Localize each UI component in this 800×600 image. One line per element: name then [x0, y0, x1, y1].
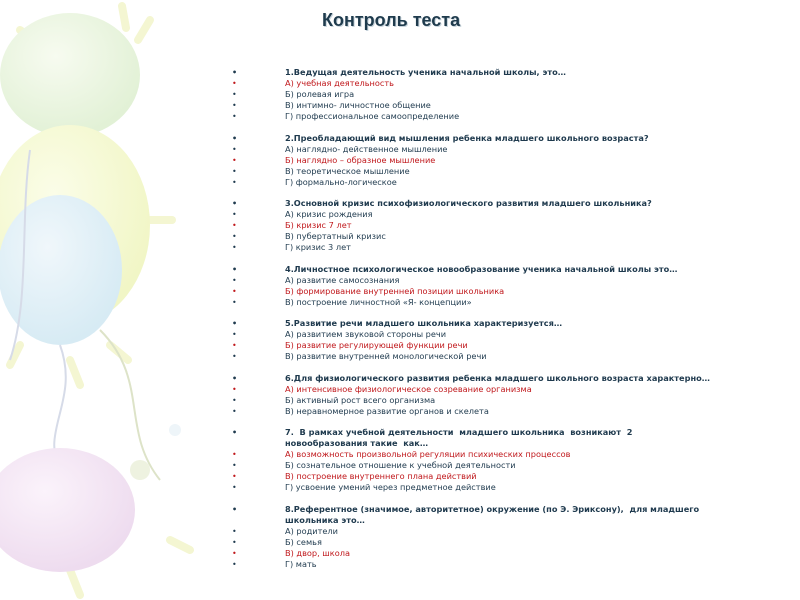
answer-option: • А) возможность произвольной регуляции психических процессов — [232, 449, 571, 459]
bullet-icon: • — [232, 243, 237, 252]
answer-option: • В) теоретическое мышление — [232, 165, 410, 176]
bullet-icon: • — [232, 483, 237, 492]
answer-option: • А) интенсивное физиологическое созревание организма — [232, 383, 532, 394]
bullet-icon: • — [232, 133, 238, 143]
answer-option: • Г) усвоение умений через предметное действие — [232, 482, 496, 492]
answer-option: • Б) развитие регулирующей функции речи — [232, 340, 468, 350]
question-7 — [232, 427, 772, 493]
bullet-icon: • — [232, 232, 237, 241]
answer-option: • Б) наглядно – образное мышление — [232, 154, 436, 165]
answer-option: • Г) мать — [232, 558, 317, 569]
question-8 — [232, 504, 772, 570]
bullet-icon: • — [232, 210, 237, 219]
question-text: • 1.Ведущая деятельность ученика начальной школы, это… — [232, 67, 566, 77]
answer-option: • В) развитие внутренней монологической речи — [232, 351, 487, 361]
answer-option: • В) неравномерное развитие органов и скелета — [232, 405, 489, 416]
answer-option: • В) построение личностной «Я- концепции» — [232, 296, 472, 307]
bullet-icon: • — [232, 319, 238, 328]
bullet-icon: • — [232, 406, 237, 416]
answer-option: • А) развитие самосознания — [232, 274, 400, 285]
bullet-icon: • — [232, 395, 237, 405]
pink-balloon-icon — [0, 448, 135, 572]
question-text: • 6.Для физиологического развития ребенка младшего школьного возраста характерно… — [232, 372, 710, 383]
bullet-icon: • — [232, 275, 237, 285]
question-text: • 8.Референтное (значимое, авторитетное) окружение (по Э. Эриксону), для младшего школьника это… — [232, 503, 700, 525]
answer-option: • В) построение внутреннего плана действий — [232, 471, 477, 481]
answer-option: • А) наглядно- действенное мышление — [232, 143, 448, 154]
bullet-icon: • — [232, 221, 237, 230]
sun-rays-icon — [10, 6, 190, 595]
answer-option: • В) интимно- личностное общение — [232, 100, 431, 110]
bullet-icon: • — [232, 341, 237, 350]
answer-option: • А) учебная деятельность — [232, 78, 395, 88]
bullet-icon: • — [232, 297, 237, 307]
blue-balloon-icon — [0, 195, 122, 345]
bullet-icon: • — [232, 559, 237, 569]
green-balloon-icon — [0, 13, 140, 137]
question-5 — [232, 318, 772, 362]
bullet-icon: • — [232, 112, 237, 121]
bullet-icon: • — [232, 155, 237, 165]
bullet-icon: • — [232, 166, 237, 176]
bullet-icon: • — [232, 286, 237, 296]
bullet-icon: • — [232, 472, 237, 481]
answer-option: • Б) кризис 7 лет — [232, 220, 352, 230]
questions-list — [232, 67, 772, 570]
bullet-icon: • — [232, 199, 238, 208]
answer-option: • Г) формально-логическое — [232, 176, 397, 187]
bullet-icon: • — [232, 548, 237, 558]
answer-option: • В) пубертатный кризис — [232, 231, 386, 241]
bullet-icon: • — [232, 330, 237, 339]
question-text: • 5.Развитие речи младшего школьника характеризуется… — [232, 318, 563, 328]
bullet-icon: • — [232, 526, 237, 536]
question-3 — [232, 198, 772, 253]
answer-option: • Б) ролевая игра — [232, 89, 355, 99]
answer-option: • А) родители — [232, 525, 338, 536]
answer-option: • Г) профессиональное самоопределение — [232, 111, 460, 121]
bullet-icon: • — [232, 537, 237, 547]
bullet-icon: • — [232, 101, 237, 110]
question-4 — [232, 264, 772, 308]
question-2 — [232, 133, 772, 188]
answer-option: • Б) активный рост всего организма — [232, 394, 436, 405]
bullet-icon: • — [232, 373, 238, 383]
answer-option: • А) кризис рождения — [232, 209, 373, 219]
bullet-icon: • — [232, 68, 238, 77]
bullet-icon: • — [232, 264, 238, 274]
answer-option: • Б) сознательное отношение к учебной деятельности — [232, 460, 516, 470]
question-text: • 2.Преобладающий вид мышления ребенка младшего школьного возраста? — [232, 132, 649, 143]
question-6 — [232, 373, 772, 417]
answer-option: • Б) семья — [232, 536, 322, 547]
answer-option: • Б) формирование внутренней позиции школьника — [232, 285, 505, 296]
answer-option: • В) двор, школа — [232, 547, 351, 558]
bullet-icon: • — [232, 352, 237, 361]
question-1 — [232, 67, 772, 122]
answer-option: • Г) кризис 3 лет — [232, 242, 351, 252]
bullet-icon: • — [232, 384, 237, 394]
bullet-icon: • — [232, 90, 237, 99]
bullet-icon: • — [232, 177, 237, 187]
yellow-balloon-icon — [0, 125, 150, 325]
question-text: • 7. В рамках учебной деятельности младшего школьника возникают 2 новообразования такие как… — [232, 427, 633, 448]
question-text: • 3.Основной кризис психофизиологического развития младшего школьника? — [232, 198, 652, 208]
bullet-icon: • — [232, 461, 237, 470]
bullet-icon: • — [232, 79, 237, 88]
bullet-icon: • — [232, 144, 237, 154]
bullet-icon: • — [232, 504, 238, 514]
answer-option: • А) развитием звуковой стороны речи — [232, 329, 447, 339]
bullet-icon: • — [232, 428, 238, 437]
bullet-icon: • — [232, 450, 237, 459]
page-title: Контроль теста — [322, 10, 461, 30]
question-text: • 4.Личностное психологическое новообразование ученика начальной школы это… — [232, 263, 678, 274]
